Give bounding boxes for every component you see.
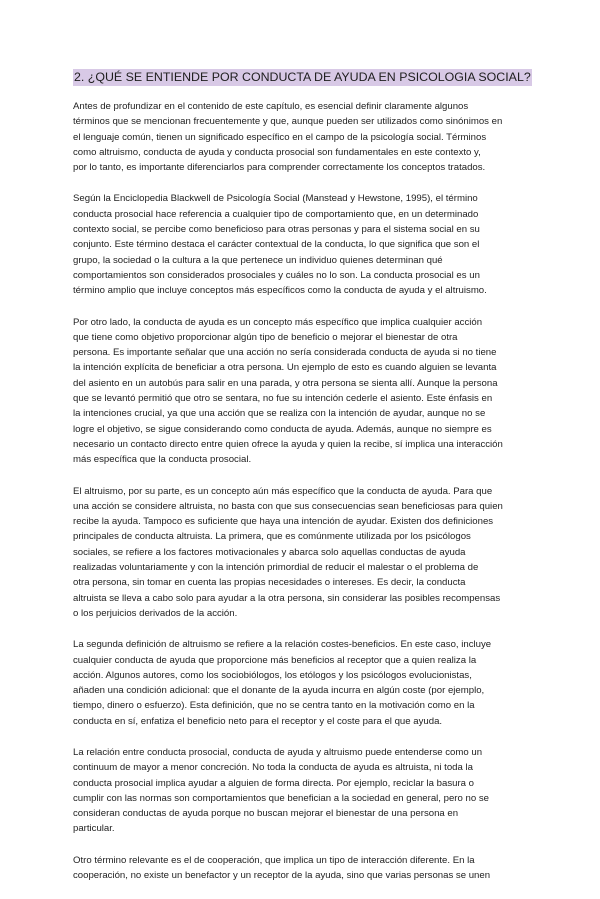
- text-line: cualquier conducta de ayuda que proporcione más beneficios al receptor que a quien realiza la: [73, 654, 477, 666]
- text-line: cumplir con las normas son comportamientos que benefician a la sociedad en general, pero no se: [73, 792, 489, 804]
- text-line: el lenguaje común, tienen un significado específico en el campo de la psicología social. Términos: [73, 131, 487, 143]
- text-line: tiempo, dinero o esfuerzo). Esta definición, que no se centra tanto en la motivación como en la: [73, 700, 475, 712]
- text-line: conducta prosocial implica ayudar a alguien de forma directa. Por ejemplo, reciclar la basura o: [73, 777, 475, 789]
- paragraph: [73, 853, 525, 884]
- text-line: del asiento en un autobús para salir en una parada, y otra persona se sienta allí. Aunque la persona: [73, 377, 498, 389]
- text-line: particular.: [73, 823, 115, 835]
- text-line: La relación entre conducta prosocial, conducta de ayuda y altruismo puede entenderse como un: [73, 746, 483, 758]
- text-line: más específica que la conducta prosocial.: [73, 454, 252, 466]
- text-line: persona. Es importante señalar que una acción no sería considerada conducta de ayuda si no tiene: [73, 347, 497, 359]
- paragraph: [73, 191, 525, 298]
- text-line: logre el objetivo, se sigue considerando como conducta de ayuda. Además, aunque no siempre es: [73, 423, 492, 435]
- paragraph: [73, 315, 525, 468]
- text-line: continuum de mayor a menor concreción. No toda la conducta de ayuda es altruista, ni toda la: [73, 762, 473, 774]
- text-line: contexto social, se percibe como beneficioso para otras personas y para el sistema social en su: [73, 224, 480, 236]
- text-line: altruista se lleva a cabo solo para ayudar a la otra persona, sin considerar las posibles recompensas: [73, 592, 501, 604]
- text-line: términos que se mencionan frecuentemente y que, aunque pueden ser utilizados como sinónimos en: [73, 116, 503, 128]
- text-line: Por otro lado, la conducta de ayuda es un concepto más específico que implica cualquier acción: [73, 316, 483, 328]
- text-line: la intenciones crucial, ya que una acción que se realiza con la intención de ayudar, aunque no se: [73, 408, 486, 420]
- text-line: otra persona, sin tomar en cuenta las propias necesidades o intereses. Es decir, la conducta: [73, 577, 466, 589]
- text-line: Según la Enciclopedia Blackwell de Psicología Social (Manstead y Hewstone, 1995), el término: [73, 193, 478, 205]
- text-line: comportamientos son considerados prosociales y cuáles no lo son. La conducta prosocial es un: [73, 269, 480, 281]
- paragraph: [73, 99, 525, 175]
- text-line: consideran conductas de ayuda porque no buscan mejorar el bienestar de una persona en: [73, 808, 459, 820]
- section-heading: 2. ¿QUÉ SE ENTIENDE POR CONDUCTA DE AYUDA EN PSICOLOGIA SOCIAL?: [74, 70, 531, 84]
- text-line: La segunda definición de altruismo se refiere a la relación costes-beneficios. En este caso, incluye: [73, 639, 492, 651]
- text-line: que tiene como objetivo proporcionar algún tipo de beneficio o mejorar el bienestar de otra: [73, 331, 458, 343]
- text-line: sociales, se refiere a los factores motivacionales y abarca solo aquellas conductas de ayuda: [73, 546, 466, 558]
- text-line: la intención explícita de beneficiar a otra persona. Un ejemplo de esto es cuando alguien se levanta: [73, 362, 497, 374]
- text-line: término amplio que incluye conceptos más específicos como la conducta de ayuda y el altruismo.: [73, 285, 487, 297]
- text-line: Antes de profundizar en el contenido de este capítulo, es esencial definir claramente algunos: [73, 101, 469, 112]
- text-line: o los perjuicios derivados de la acción.: [73, 607, 238, 619]
- text-line: cooperación, no existe un benefactor y un receptor de la ayuda, sino que varias personas se unen: [73, 870, 491, 882]
- text-line: que se levantó permitió que otro se sentara, no fue su intención cederle el asiento. Este énfasis en: [73, 393, 493, 405]
- text-line: conducta en sí, enfatiza el beneficio neto para el receptor y el coste para el que ayuda.: [73, 715, 443, 727]
- text-line: como altruismo, conducta de ayuda y conducta prosocial son fundamentales en este contexto y,: [73, 146, 481, 158]
- text-line: Otro término relevante es el de cooperación, que implica un tipo de interacción diferente. En la: [73, 854, 475, 866]
- text-line: una acción se considere altruista, no basta con que sus consecuencias sean beneficiosas para quien: [73, 500, 503, 512]
- text-line: por lo tanto, es importante diferenciarlos para comprender correctamente los conceptos tratados.: [73, 162, 486, 174]
- text-line: principales de conducta altruista. La primera, que es comúnmente utilizada por los psicólogos: [73, 531, 471, 543]
- paragraph: [73, 484, 525, 622]
- text-line: conducta prosocial hace referencia a cualquier tipo de comportamiento que, en un determinado: [73, 208, 479, 220]
- text-line: acción. Algunos autores, como los sociobiólogos, los etólogos y los psicólogos evolucionistas,: [73, 669, 472, 681]
- paragraph: [73, 637, 525, 729]
- text-line: necesario un contacto directo entre quien ofrece la ayuda y quien la recibe, sí implica una interacción: [73, 438, 503, 450]
- text-line: realizadas voluntariamente y con la intención primordial de reducir el malestar o el problema de: [73, 562, 479, 574]
- text-line: El altruismo, por su parte, es un concepto aún más específico que la conducta de ayuda. Para que: [73, 485, 493, 497]
- text-line: añaden una condición adicional: que el donante de la ayuda incurra en algún coste (por ejemplo,: [73, 685, 485, 697]
- text-line: conjunto. Este término destaca el carácter contextual de la conducta, lo que significa que son el: [73, 239, 480, 251]
- document-body: [73, 99, 525, 899]
- text-line: grupo, la sociedad o la cultura a la que pertenece un individuo quienes determinan qué: [73, 254, 443, 266]
- text-line: recibe la ayuda. Tampoco es suficiente que haya una intención de ayudar. Existen dos definiciones: [73, 516, 494, 528]
- paragraph: [73, 745, 525, 837]
